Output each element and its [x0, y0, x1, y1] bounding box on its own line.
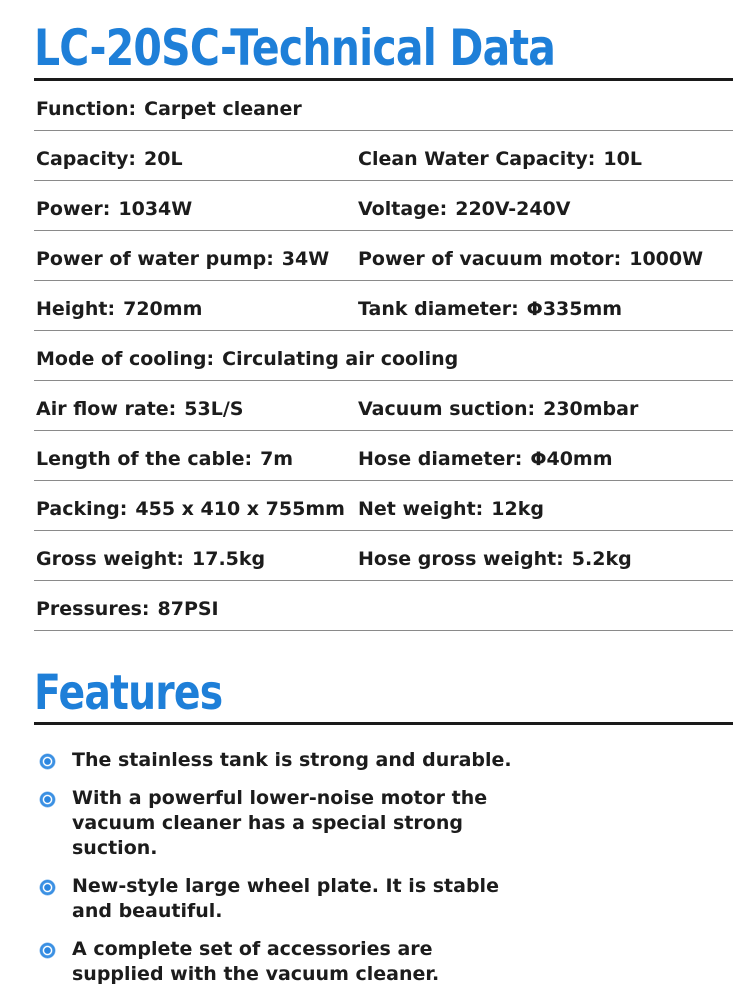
spec-row [34, 231, 733, 281]
spec-cell [36, 431, 293, 480]
spec-row [34, 81, 733, 131]
spec-value: 17.5kg [192, 548, 266, 570]
features-divider [34, 722, 733, 725]
spec-row [34, 181, 733, 231]
spec-value: Circulating air cooling [222, 348, 459, 370]
spec-row [34, 481, 733, 531]
spec-value: 34W [281, 248, 330, 270]
spec-cell [358, 531, 632, 580]
spec-label: Power of water pump: [36, 248, 274, 270]
spec-cell [358, 231, 703, 280]
spec-label: Height: [36, 298, 116, 320]
spec-value: 230mbar [543, 398, 639, 420]
spec-cell [358, 481, 544, 530]
spec-row [34, 281, 733, 331]
spec-cell [36, 381, 243, 430]
feature-text: New-style large wheel plate. It is stable and beautiful. [72, 875, 499, 922]
feature-item [40, 874, 520, 924]
spec-table [34, 81, 733, 631]
spec-value: 10L [603, 148, 642, 170]
feature-item [40, 786, 520, 861]
spec-cell [36, 231, 329, 280]
spec-label: Tank diameter: [358, 298, 519, 320]
spec-value: 720mm [123, 298, 203, 320]
spec-cell [358, 431, 613, 480]
spec-row [34, 431, 733, 481]
spec-cell [36, 281, 202, 330]
blue-ring-bullet-icon [40, 754, 55, 769]
spec-cell [36, 181, 192, 230]
spec-label: Hose gross weight: [358, 548, 564, 570]
spec-label: Mode of cooling: [36, 348, 215, 370]
spec-value: Carpet cleaner [144, 98, 302, 120]
spec-cell [358, 181, 570, 230]
spec-cell [36, 481, 345, 530]
feature-text: The stainless tank is strong and durable. [72, 749, 512, 771]
blue-ring-bullet-icon [40, 880, 55, 895]
spec-label: Vacuum suction: [358, 398, 536, 420]
feature-item [40, 937, 520, 987]
spec-label: Capacity: [36, 148, 137, 170]
spec-value: 220V-240V [455, 198, 571, 220]
spec-label: Packing: [36, 498, 128, 520]
features-list [40, 748, 520, 1000]
spec-value: 7m [260, 448, 294, 470]
spec-cell [36, 531, 265, 580]
spec-value: 53L/S [184, 398, 244, 420]
spec-label: Pressures: [36, 598, 150, 620]
spec-cell [358, 281, 622, 330]
spec-value: 12kg [491, 498, 544, 520]
spec-label: Clean Water Capacity: [358, 148, 596, 170]
spec-value: 1000W [629, 248, 704, 270]
spec-cell [36, 81, 302, 130]
spec-label: Air flow rate: [36, 398, 177, 420]
blue-ring-bullet-icon [40, 792, 55, 807]
feature-item [40, 748, 520, 773]
spec-label: Power of vacuum motor: [358, 248, 622, 270]
spec-value: Φ40mm [530, 448, 613, 470]
spec-value: 5.2kg [571, 548, 632, 570]
spec-row [34, 131, 733, 181]
spec-label: Hose diameter: [358, 448, 523, 470]
spec-row [34, 531, 733, 581]
spec-cell [358, 381, 638, 430]
feature-text: A complete set of accessories are supplied with the vacuum cleaner. [72, 938, 440, 985]
spec-label: Net weight: [358, 498, 484, 520]
spec-cell [36, 131, 183, 180]
features-title: Features [34, 665, 223, 721]
feature-text: With a powerful lower-noise motor the vacuum cleaner has a special strong suction. [72, 787, 488, 859]
spec-row [34, 331, 733, 381]
spec-value: 455 x 410 x 755mm [135, 498, 345, 520]
blue-ring-bullet-icon [40, 943, 55, 958]
spec-label: Gross weight: [36, 548, 185, 570]
spec-cell [358, 131, 642, 180]
spec-value: 20L [144, 148, 183, 170]
spec-cell [36, 331, 458, 380]
page-title: LC-20SC-Technical Data [34, 19, 556, 77]
spec-label: Power: [36, 198, 111, 220]
spec-label: Length of the cable: [36, 448, 253, 470]
spec-label: Voltage: [358, 198, 448, 220]
spec-value: 87PSI [157, 598, 219, 620]
spec-row [34, 581, 733, 631]
spec-value: Φ335mm [526, 298, 623, 320]
spec-value: 1034W [118, 198, 193, 220]
spec-label: Function: [36, 98, 137, 120]
spec-cell [36, 581, 219, 630]
spec-row [34, 381, 733, 431]
